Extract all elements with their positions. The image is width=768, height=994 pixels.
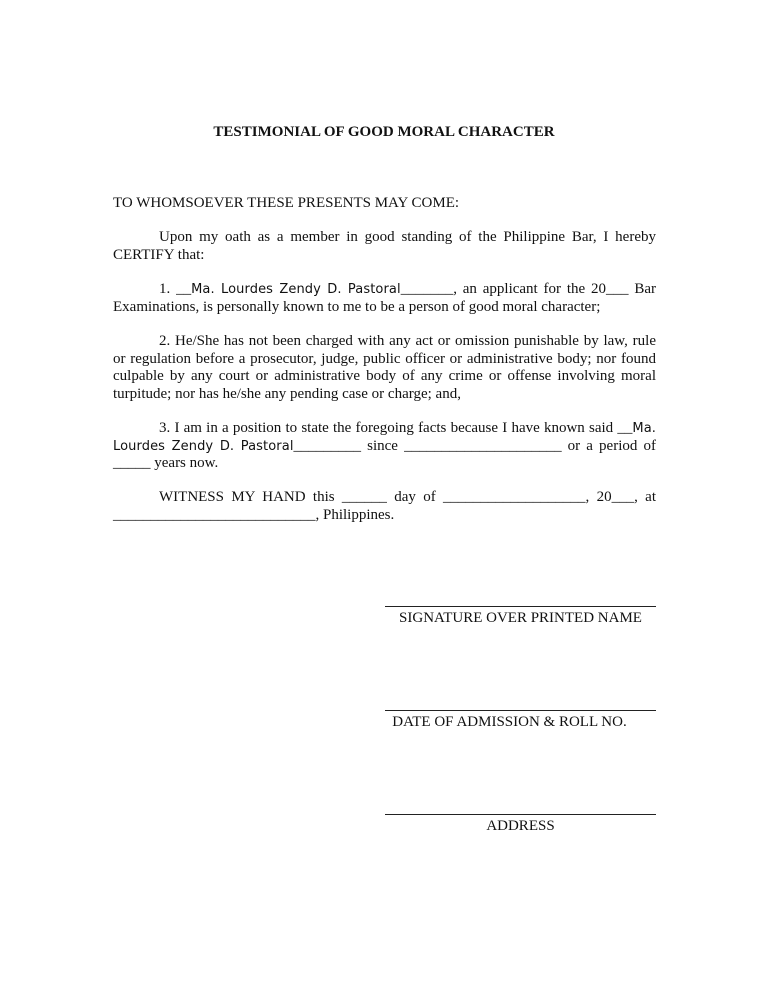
item-3-suffix: _________ since _____________________ or a period of _____ years now. [113, 437, 656, 471]
admission-label: DATE OF ADMISSION & ROLL NO. [392, 714, 627, 730]
signature-line [385, 606, 656, 607]
witness-paragraph: WITNESS MY HAND this ______ day of ___________________, 20___, at ___________________________, Philippines. [113, 489, 656, 523]
item-3-paragraph [113, 420, 656, 473]
item-1-paragraph [113, 281, 656, 316]
address-label: ADDRESS [486, 818, 555, 834]
applicant-name-handwritten: Ma. Lourdes Zendy D. Pastoral [191, 282, 401, 297]
signature-label: SIGNATURE OVER PRINTED NAME [399, 610, 642, 626]
item-1-suffix: _______, an applicant for the 20___ Bar Examinations, is personally known to me to be a person of good moral character; [113, 281, 657, 315]
intro-paragraph: Upon my oath as a member in good standing of the Philippine Bar, I hereby CERTIFY that: [113, 229, 656, 263]
salutation: TO WHOMSOEVER THESE PRESENTS MAY COME: [113, 195, 460, 211]
item-3-prefix: 3. I am in a position to state the foregoing facts because I have known said __ [159, 420, 633, 436]
admission-line [385, 710, 656, 711]
item-2-paragraph: 2. He/She has not been charged with any act or omission punishable by law, rule or regulation before a prosecutor, judge, public officer or administrative body; nor found culpable by any court or administrative body of any crime or offense involving moral turpitude; nor has he/she any pending case or charge; and, [113, 333, 656, 402]
known-person-name-handwritten: Ma. Lourdes Zendy D. Pastoral [113, 421, 656, 454]
item-1-prefix: 1. __ [159, 281, 192, 297]
address-line [385, 814, 656, 815]
document-title: TESTIMONIAL OF GOOD MORAL CHARACTER [213, 124, 555, 140]
